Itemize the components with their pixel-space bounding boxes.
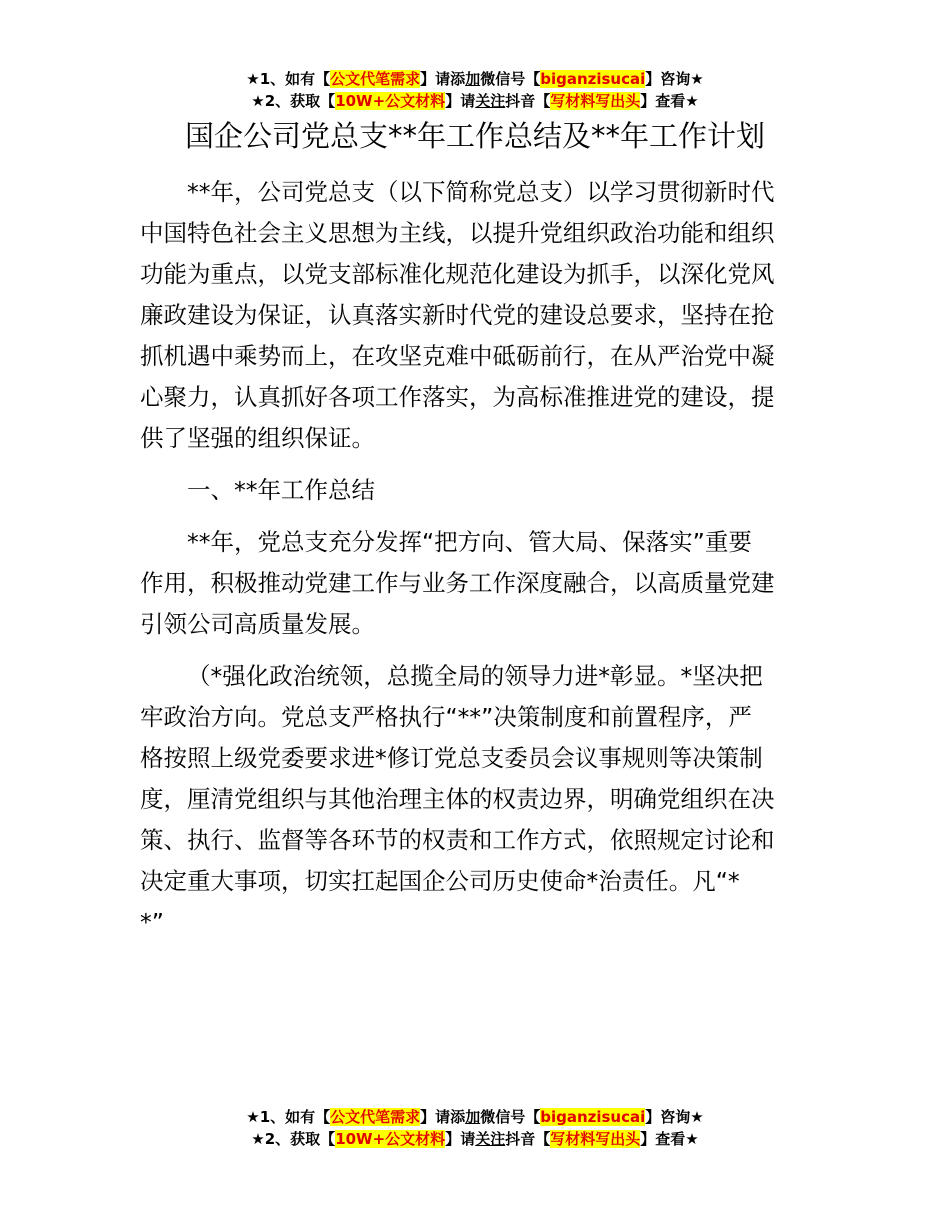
section-heading-1 <box>140 470 812 511</box>
promo-highlight: 公文代笔需求 <box>330 70 421 88</box>
text-line: 中国特色社会主义思想为主线，以提升党组织政治功能和组织 <box>140 219 775 247</box>
promo-wechat-id: biganzisucai <box>540 1108 646 1126</box>
promo-douyin-name: 写材料写出头 <box>550 1130 641 1148</box>
paragraph-intro <box>140 172 812 459</box>
promo-wechat-id: biganzisucai <box>540 70 646 88</box>
text-line: 心聚力，认真抓好各项工作落实，为高标准推进党的建设，提 <box>140 383 775 411</box>
text-line: 供了坚强的组织保证。 <box>140 424 375 452</box>
text-line: 度，厘清党组织与其他治理主体的权责边界，明确党组织在决 <box>140 785 775 813</box>
promo-line-1 <box>0 1106 950 1128</box>
promo-text: 】请添 <box>420 1108 466 1126</box>
text-line: 引领公司高质量发展。 <box>140 610 375 638</box>
promo-line-2 <box>0 1128 950 1150</box>
text-line: （*强化政治统领，总揽全局的领导力进*彰显。*坚决把 <box>187 662 763 690</box>
promo-text: 】请 <box>445 1130 476 1148</box>
text-line: *” <box>140 908 164 936</box>
promo-underlined-text: 关注 <box>475 1130 506 1148</box>
text-line: 牢政治方向。党总支严格执行“**”决策制度和前置程序，严 <box>140 703 752 731</box>
promo-line-1 <box>0 68 950 90</box>
promo-line-2 <box>0 90 950 112</box>
promo-text: 】咨询★ <box>645 70 704 88</box>
text-line: **年，公司党总支（以下简称党总支）以学习贯彻新时代 <box>187 178 775 206</box>
promo-text: ★1、如有【 <box>246 1108 331 1126</box>
promo-underlined-text: 加 <box>465 70 481 88</box>
text-line: **年，党总支充分发挥“把方向、管大局、保落实”重要 <box>187 528 752 556</box>
promo-text: ★2、获取【 <box>251 92 336 110</box>
promo-text: ★2、获取【 <box>251 1130 336 1148</box>
promo-underlined-text: 加 <box>465 1108 481 1126</box>
promo-highlight: 10W+公文材料 <box>335 92 446 110</box>
promo-text: ★1、如有【 <box>246 70 331 88</box>
text-line: 功能为重点，以党支部标准化规范化建设为抓手，以深化党风 <box>140 260 775 288</box>
promo-text: 】咨询★ <box>645 1108 704 1126</box>
paragraph-political-leadership <box>140 656 812 943</box>
text-line: 决定重大事项，切实扛起国企公司历史使命*治责任。凡“* <box>140 867 740 895</box>
promo-text: 抖音【 <box>505 92 551 110</box>
promo-highlight: 10W+公文材料 <box>335 1130 446 1148</box>
text-line: 廉政建设为保证，认真落实新时代党的建设总要求，坚持在抢 <box>140 301 775 329</box>
text-line: 格按照上级党委要求进*修订党总支委员会议事规则等决策制 <box>140 744 763 772</box>
document-title: 国企公司党总支**年工作总结及**年工作计划 <box>184 119 765 153</box>
promo-text: 微信号【 <box>480 1108 541 1126</box>
promo-highlight: 公文代笔需求 <box>330 1108 421 1126</box>
promo-text: 】查看★ <box>640 92 699 110</box>
promo-underlined-text: 关注 <box>475 92 506 110</box>
text-line: 作用，积极推动党建工作与业务工作深度融合，以高质量党建 <box>140 569 775 597</box>
promo-text: 】查看★ <box>640 1130 699 1148</box>
paragraph-summary <box>140 522 812 645</box>
promo-text: 微信号【 <box>480 70 541 88</box>
promo-text: 抖音【 <box>505 1130 551 1148</box>
text-line: 策、执行、监督等各环节的权责和工作方式，依照规定讨论和 <box>140 826 775 854</box>
heading-text: 一、**年工作总结 <box>187 476 375 504</box>
document-body <box>140 172 812 954</box>
promo-banner-top <box>0 68 950 112</box>
promo-douyin-name: 写材料写出头 <box>550 92 641 110</box>
text-line: 抓机遇中乘势而上，在攻坚克难中砥砺前行，在从严治党中凝 <box>140 342 775 370</box>
promo-text: 】请添 <box>420 70 466 88</box>
promo-text: 】请 <box>445 92 476 110</box>
promo-banner-bottom <box>0 1106 950 1150</box>
